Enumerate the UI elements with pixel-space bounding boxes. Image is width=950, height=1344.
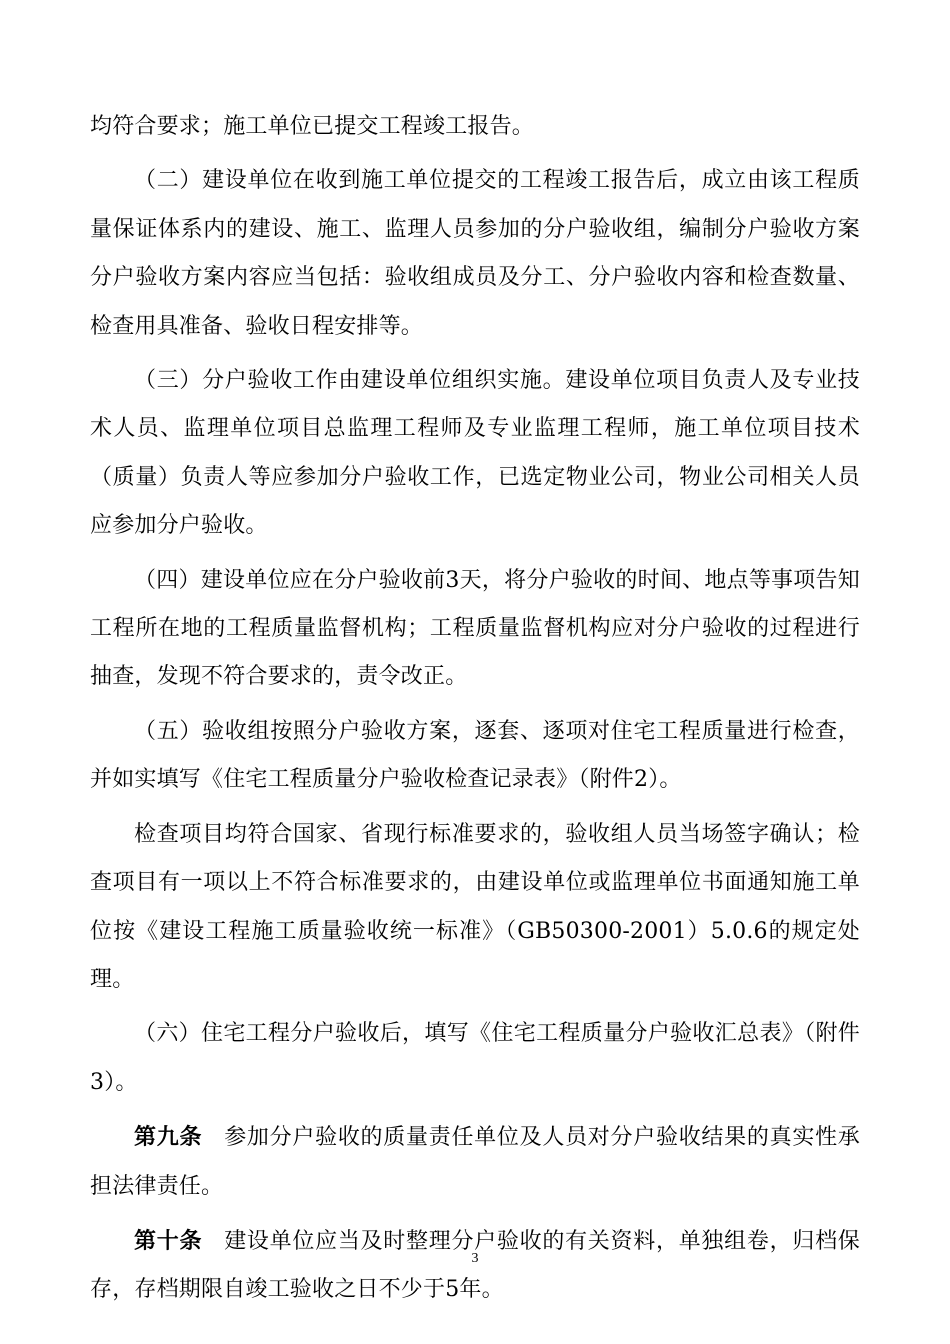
body-text: [90, 103, 860, 1315]
page-number: 3: [471, 1251, 479, 1266]
article-10-title: 第十条: [134, 1227, 203, 1254]
paragraph-item-5: （五）验收组按照分户验收方案，逐套、逐项对住宅工程质量进行检查，并如实填写《住宅工程质量分户验收检查记录表》（附件2）。: [90, 718, 860, 793]
article-10-text: 建设单位应当及时整理分户验收的有关资料，单独组卷，归档保存，存档期限自竣工验收之日不少于5年。: [90, 1228, 860, 1303]
paragraph-item-6: （六）住宅工程分户验收后，填写《住宅工程质量分户验收汇总表》（附件3）。: [90, 1021, 860, 1095]
paragraph-inspection-note: 检查项目均符合国家、省现行标准要求的，验收组人员当场签字确认；检查项目有一项以上不符合标准要求的，由建设单位或监理单位书面通知施工单位按《建设工程施工质量验收统一标准》（GB50300-2001）5.0.6的规定处理。: [90, 821, 860, 992]
article-9: [90, 1113, 860, 1211]
paragraph-continuation: 均符合要求；施工单位已提交工程竣工报告。: [90, 114, 535, 139]
article-9-title: 第九条: [134, 1124, 203, 1151]
article-9-text: 参加分户验收的质量责任单位及人员对分户验收结果的真实性承担法律责任。: [90, 1125, 860, 1199]
paragraph-item-4: （四）建设单位应在分户验收前3天，将分户验收的时间、地点等事项告知工程所在地的工程质量监督机构；工程质量监督机构应对分户验收的过程进行抽查，发现不符合要求的，责令改正。: [90, 567, 860, 690]
paragraph-item-3: （三）分户验收工作由建设单位组织实施。建设单位项目负责人及专业技术人员、监理单位项目总监理工程师及专业监理工程师，施工单位项目技术（质量）负责人等应参加分户验收工作，已选定物业公司，物业公司相关人员应参加分户验收。: [90, 368, 860, 539]
paragraph-item-2: （二）建设单位在收到施工单位提交的工程竣工报告后，成立由该工程质量保证体系内的建设、施工、监理人员参加的分户验收组，编制分户验收方案分户验收方案内容应当包括：验收组成员及分工、分户验收内容和检查数量、检查用具准备、验收日程安排等。: [90, 168, 860, 339]
